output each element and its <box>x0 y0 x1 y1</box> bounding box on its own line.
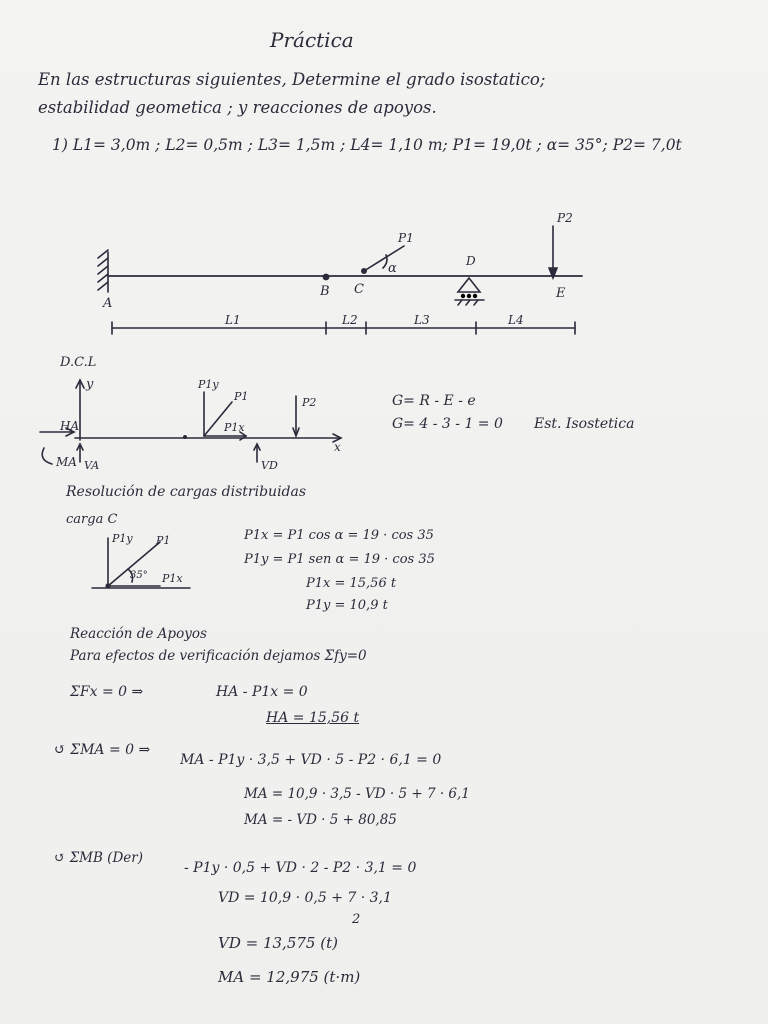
sum-mb: ↺ ΣMB (Der) <box>54 850 143 866</box>
label-P1: P1 <box>398 231 414 245</box>
ma-equation-3: MA = - VD · 5 + 80,85 <box>244 812 397 828</box>
iso-result: Est. Isostetica <box>534 416 635 432</box>
carga-c-label: carga C <box>66 512 118 527</box>
load-eq-2: P1y = P1 sen α = 19 · cos 35 <box>244 552 435 567</box>
mb-equation-2: VD = 10,9 · 0,5 + 7 · 3,1 <box>218 890 392 906</box>
load-c-angle: 35° <box>130 570 148 581</box>
dcl-P1x: P1x <box>224 421 245 434</box>
fx-result: HA = 15,56 t <box>266 710 360 726</box>
label-C: C <box>354 282 364 297</box>
span-L1: L1 <box>225 313 241 327</box>
ma-equation-2: MA = 10,9 · 3,5 - VD · 5 + 7 · 6,1 <box>244 786 470 802</box>
ma-result: MA = 12,975 (t·m) <box>218 968 361 986</box>
reactions-note: Para efectos de verificación dejamos Σfy=0 <box>70 648 367 664</box>
dcl-VA: VA <box>84 459 100 472</box>
label-A: A <box>103 296 113 311</box>
span-L3: L3 <box>414 313 430 327</box>
given-data: 1) L1= 3,0m ; L2= 0,5m ; L3= 1,5m ; L4= 1,10 m; P1= 19,0t ; α= 35°; P2= 7,0t <box>52 136 682 154</box>
mb-equation-1: - P1y · 0,5 + VD · 2 - P2 · 3,1 = 0 <box>184 860 417 876</box>
dcl-MA: MA <box>56 455 77 469</box>
label-P2: P2 <box>557 211 573 225</box>
dcl-y-axis-label: y <box>86 377 94 392</box>
sum-ma: ↺ ΣMA = 0 ⇒ <box>54 742 151 758</box>
load-eq-1: P1x = P1 cos α = 19 · cos 35 <box>244 528 434 543</box>
dcl-P1y: P1y <box>198 378 219 391</box>
dcl-x-axis-label: x <box>334 440 341 454</box>
vd-result: VD = 13,575 (t) <box>218 934 338 952</box>
mb-denominator: 2 <box>352 912 361 927</box>
load-c-P1y: P1y <box>112 532 133 545</box>
load-c-P1: P1 <box>156 534 171 547</box>
dcl-P1: P1 <box>234 390 249 403</box>
label-E: E <box>556 286 566 301</box>
page-title: Práctica <box>270 28 354 52</box>
loads-heading: Resolución de cargas distribuidas <box>66 484 307 500</box>
span-L4: L4 <box>508 313 524 327</box>
label-alpha: α <box>388 261 397 276</box>
iso-calc: G= 4 - 3 - 1 = 0 <box>392 416 503 432</box>
sum-fx: ΣFx = 0 ⇒ <box>70 684 144 700</box>
statement-line-2: estabilidad geometica ; y reacciones de apoyos. <box>38 98 437 117</box>
load-c-P1x: P1x <box>162 572 183 585</box>
statement-line-1: En las estructuras siguientes, Determine el grado isostatico; <box>38 70 546 89</box>
load-eq-4: P1y = 10,9 t <box>306 598 388 613</box>
label-B: B <box>320 284 330 299</box>
dcl-HA: HA <box>60 419 80 433</box>
load-eq-3: P1x = 15,56 t <box>306 576 397 591</box>
iso-formula: G= R - E - e <box>392 393 476 409</box>
ma-equation-1: MA - P1y · 3,5 + VD · 5 - P2 · 6,1 = 0 <box>180 752 442 768</box>
span-L2: L2 <box>342 313 358 327</box>
dcl-P2: P2 <box>302 396 317 409</box>
label-D: D <box>466 254 476 268</box>
fx-equation: HA - P1x = 0 <box>216 684 308 700</box>
dcl-title: D.C.L <box>60 355 97 370</box>
reactions-heading: Reacción de Apoyos <box>70 626 207 642</box>
dcl-VD: VD <box>261 459 278 472</box>
